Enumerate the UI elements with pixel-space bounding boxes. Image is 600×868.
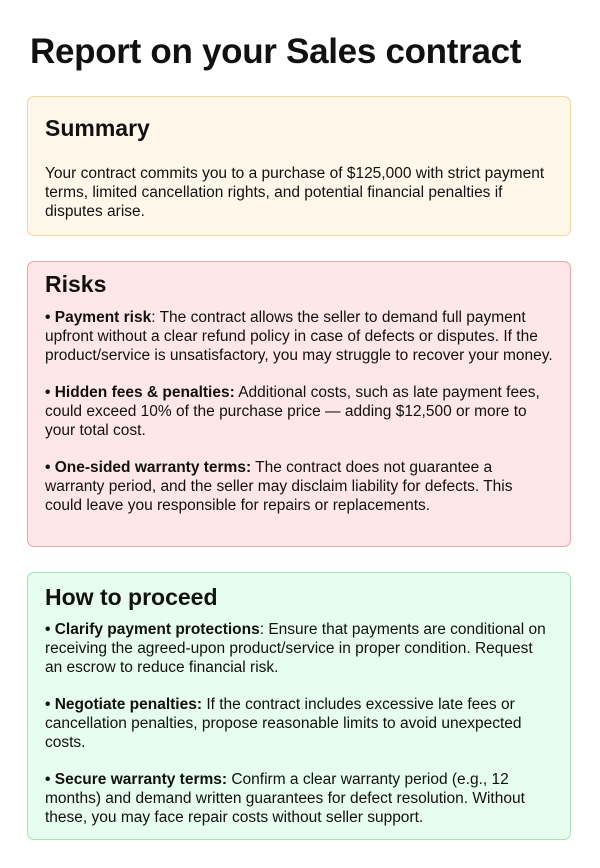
proceed-item-lead: • Clarify payment protections [45,621,260,638]
risk-item-text: The contract does not guarantee a warranty period, and the seller may disclaim liability for defects. This could leave you responsible for repairs or replacements. [45,459,513,514]
proceed-item-penalties [45,695,553,752]
proceed-card [27,572,571,840]
summary-heading: Summary [45,115,150,141]
proceed-item-payment-protections [45,620,553,677]
proceed-item-lead: • Negotiate penalties: [45,696,203,713]
page-title: Report on your Sales contract [30,32,522,71]
summary-text: Your contract commits you to a purchase of $125,000 with strict payment terms, limited cancellation rights, and potential financial penalties if disputes arise. [45,165,545,220]
proceed-item-text: : Ensure that payments are conditional on receiving the agreed-upon product/service in proper condition. Request an escrow to reduce financial risk. [45,621,546,676]
risk-item-payment [45,308,553,365]
proceed-item-text: Confirm a clear warranty period (e.g., 12 months) and demand written guarantees for defect resolution. Without these, you may face repair costs without seller support. [45,771,525,826]
risk-item-text: Additional costs, such as late payment fees, could exceed 10% of the purchase price — adding $12,500 or more to your total cost. [45,384,540,439]
summary-card [27,96,571,236]
risk-item-lead: • Payment risk [45,309,152,326]
risk-item-hidden-fees [45,383,553,440]
proceed-heading: How to proceed [45,584,218,610]
risk-item-lead: • Hidden fees & penalties: [45,384,235,401]
risks-heading: Risks [45,271,107,297]
risk-item-warranty [45,458,553,515]
proceed-item-warranty [45,770,553,827]
risk-item-text: : The contract allows the seller to demand full payment upfront without a clear refund policy in case of defects or disputes. If the product/service is unsatisfactory, you may struggle to recover your money. [45,309,553,364]
proceed-item-text: If the contract includes excessive late fees or cancellation penalties, propose reasonable limits to avoid unexpected costs. [45,696,522,751]
proceed-list [45,620,553,827]
proceed-item-lead: • Secure warranty terms: [45,771,228,788]
risks-list [45,308,553,515]
risk-item-lead: • One-sided warranty terms: [45,459,252,476]
risks-card [27,261,571,547]
